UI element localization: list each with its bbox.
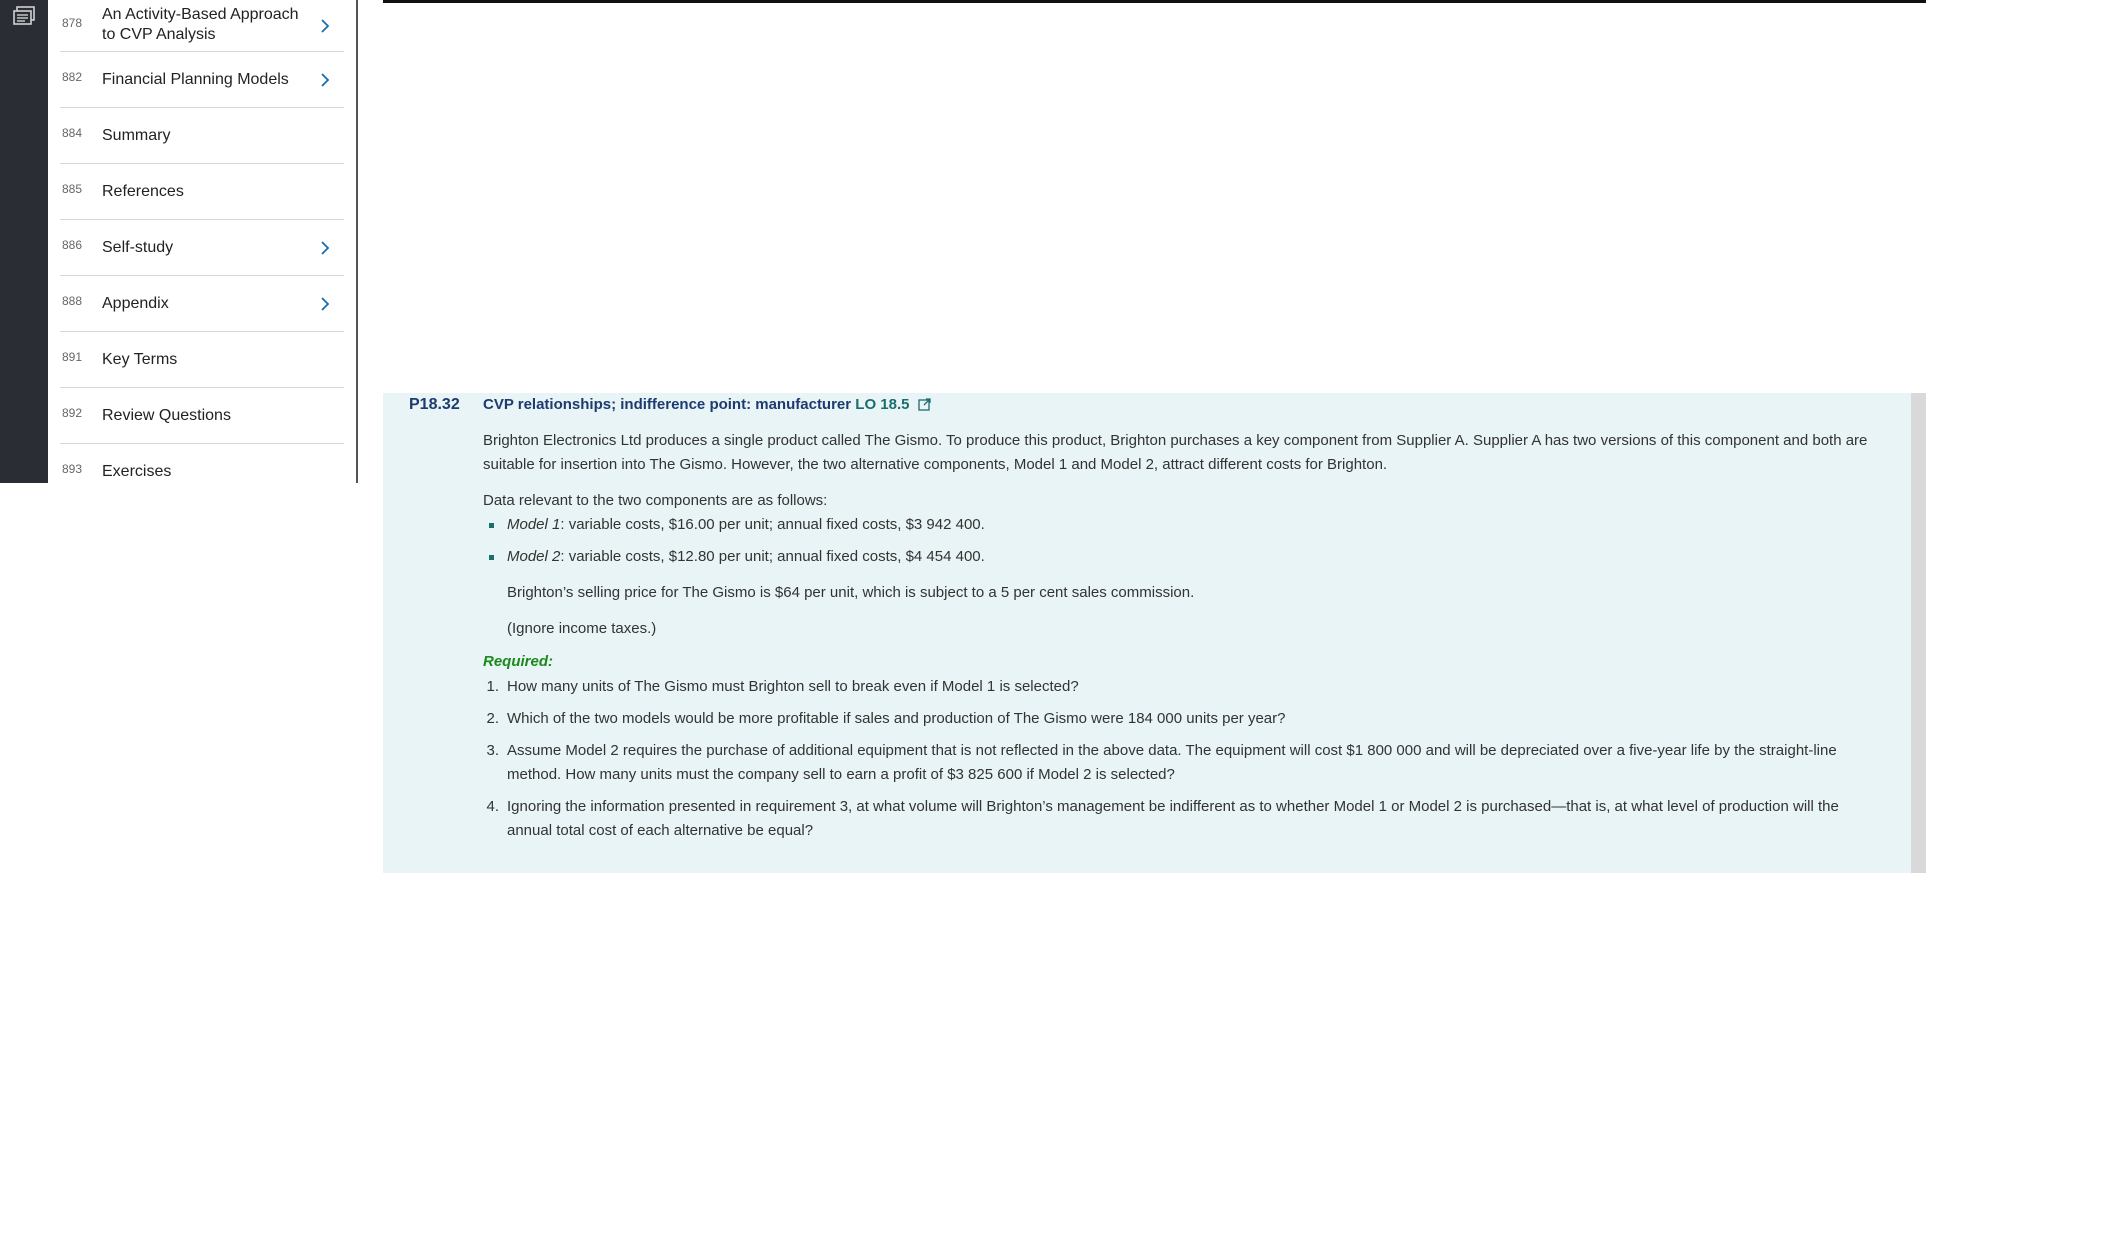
toc-page-number: 891 bbox=[62, 350, 83, 364]
content-scrollbar[interactable] bbox=[1911, 393, 1926, 873]
toc-item-label: An Activity-Based Approach to CVP Analysis bbox=[102, 6, 299, 43]
toc-item-references[interactable] bbox=[60, 164, 344, 220]
toc-page-number: 882 bbox=[62, 70, 83, 84]
toc-item-exercises[interactable] bbox=[60, 444, 344, 483]
toc-item-label: Appendix bbox=[102, 294, 169, 312]
chevron-right-icon[interactable] bbox=[316, 295, 334, 313]
toc-item-label: Summary bbox=[102, 126, 171, 144]
chevron-right-icon[interactable] bbox=[316, 239, 334, 257]
toc-page-number: 878 bbox=[62, 16, 83, 30]
toc-item-label: References bbox=[102, 182, 184, 200]
toc-page-number: 884 bbox=[62, 126, 83, 140]
table-of-contents-icon[interactable] bbox=[12, 6, 36, 26]
toc-page-number: 893 bbox=[62, 462, 83, 476]
model-name: Model 1 bbox=[507, 516, 561, 533]
toc-item-label: Self-study bbox=[102, 238, 174, 256]
toc-item-review-questions[interactable] bbox=[60, 388, 344, 444]
price-note: Brighton’s selling price for The Gismo is $64 per unit, which is subject to a 5 per cent sales commission. bbox=[507, 584, 1195, 601]
question-number: 1. bbox=[486, 678, 499, 695]
problem-title-text: CVP relationships; indifference point: manufacturer bbox=[483, 396, 852, 413]
table-of-contents-panel bbox=[48, 0, 358, 483]
model-details: : variable costs, $12.80 per unit; annual fixed costs, $4 454 400. bbox=[560, 548, 985, 565]
question-text: How many units of The Gismo must Brighton sell to break even if Model 1 is selected? bbox=[507, 678, 1079, 695]
external-link-icon[interactable] bbox=[918, 397, 932, 411]
problem-panel bbox=[383, 393, 1911, 873]
toc-item-financial-planning[interactable] bbox=[60, 52, 344, 108]
toc-item-label: Financial Planning Models bbox=[102, 70, 289, 88]
model-name: Model 2 bbox=[507, 548, 561, 565]
tax-note: (Ignore income taxes.) bbox=[507, 620, 657, 637]
problem-number: P18.32 bbox=[409, 396, 460, 413]
toc-item-label: Exercises bbox=[102, 462, 172, 480]
chevron-right-icon[interactable] bbox=[316, 71, 334, 89]
content-top-divider bbox=[383, 0, 1926, 3]
toc-item-self-study[interactable] bbox=[60, 220, 344, 276]
toc-item-key-terms[interactable] bbox=[60, 332, 344, 388]
question-number: 2. bbox=[486, 710, 499, 727]
toc-page-number: 892 bbox=[62, 406, 83, 420]
question-number: 4. bbox=[486, 798, 499, 815]
left-rail bbox=[0, 0, 48, 483]
question-text: Assume Model 2 requires the purchase of additional equipment that is not reflected in the above data. The equipment will cost $1 800 000 and will be depreciated over a five-year life by the straight-line method. How many units must the company sell to earn a profit of $3 825 600 if Model 2 is selected? bbox=[507, 742, 1837, 783]
model-details: : variable costs, $16.00 per unit; annual fixed costs, $3 942 400. bbox=[560, 516, 985, 533]
question-number: 3. bbox=[486, 742, 499, 759]
toc-item-summary[interactable] bbox=[60, 108, 344, 164]
toc-item-label: Key Terms bbox=[102, 350, 178, 368]
problem-title bbox=[483, 396, 932, 413]
bullet-marker bbox=[489, 523, 494, 528]
toc-page-number: 885 bbox=[62, 182, 83, 196]
list-item bbox=[489, 545, 985, 569]
learning-objective-link[interactable]: LO 18.5 bbox=[855, 396, 910, 413]
question-text: Which of the two models would be more profitable if sales and production of The Gismo were 184 000 units per year? bbox=[507, 710, 1286, 727]
toc-item-label: Review Questions bbox=[102, 406, 231, 424]
list-item bbox=[489, 513, 985, 537]
bullet-marker bbox=[489, 555, 494, 560]
toc-item-appendix[interactable] bbox=[60, 276, 344, 332]
chevron-right-icon[interactable] bbox=[316, 17, 334, 35]
toc-page-number: 886 bbox=[62, 238, 83, 252]
problem-intro: Brighton Electronics Ltd produces a single product called The Gismo. To produce this product, Brighton purchases a key component from Supplier A. Supplier A has two versions of this component and both are suitable for insertion into The Gismo. However, the two alternative components, Model 1 and Model 2, attract different costs for Brighton. bbox=[483, 432, 1868, 473]
data-intro: Data relevant to the two components are as follows: bbox=[483, 492, 828, 509]
required-label: Required: bbox=[483, 653, 554, 670]
question-text: Ignoring the information presented in requirement 3, at what volume will Brighton’s management be indifferent as to whether Model 1 or Model 2 is purchased—that is, at what level of production will the annual total cost of each alternative be equal? bbox=[507, 798, 1839, 839]
toc-item-cvp-activity[interactable] bbox=[60, 0, 344, 52]
toc-page-number: 888 bbox=[62, 294, 83, 308]
